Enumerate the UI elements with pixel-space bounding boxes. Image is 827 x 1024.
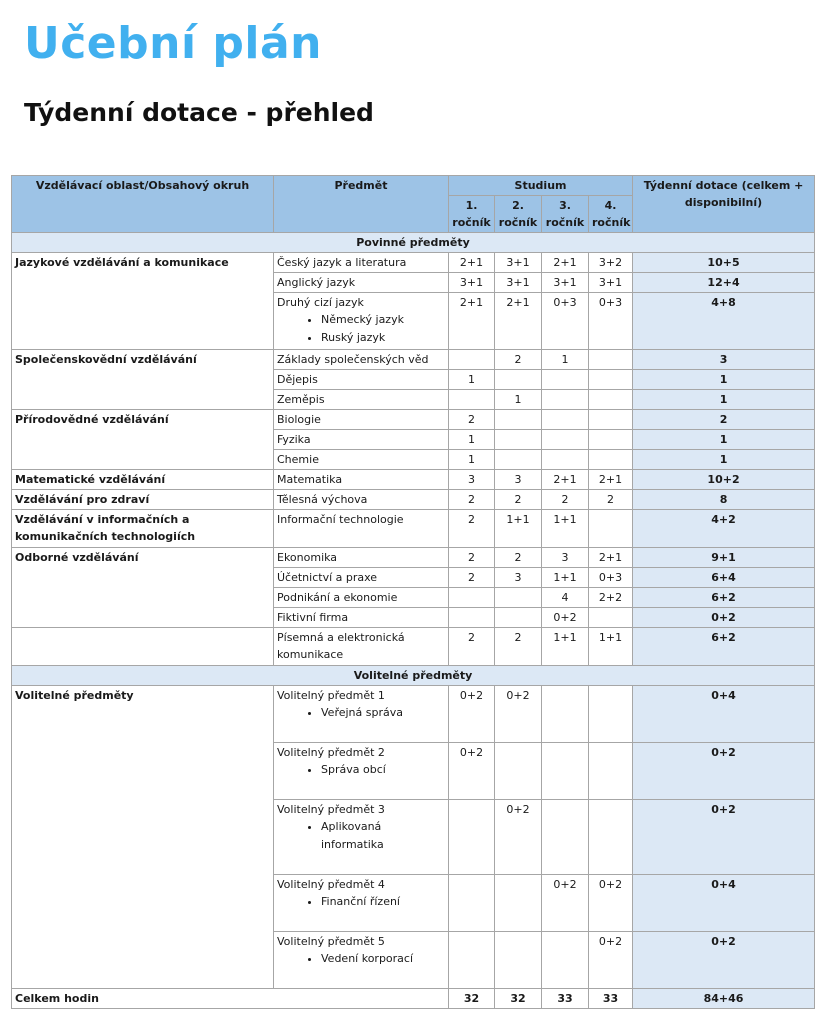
subject-cell: [274, 370, 449, 390]
weekly-total: 6+4: [633, 568, 815, 588]
year-4-hours: 3+2: [589, 253, 633, 273]
year-3-hours: 0+3: [542, 293, 589, 350]
area-prof: Odborné vzdělávání: [12, 548, 274, 628]
table-row: [12, 410, 815, 430]
year-1-hours: 3: [449, 470, 495, 490]
subject-variant: • Ruský jazyk: [321, 329, 445, 347]
header-area: Vzdělávací oblast/Obsahový okruh: [12, 176, 274, 233]
year-1-hours: 2: [449, 490, 495, 510]
year-2-hours: 0+2: [495, 800, 542, 875]
year-2-hours: 3: [495, 470, 542, 490]
weekly-total: 4+8: [633, 293, 815, 350]
year-4-hours: [589, 510, 633, 548]
table-row: [12, 470, 815, 490]
area-science: Přírodovědné vzdělávání: [12, 410, 274, 470]
year-2-total: 32: [495, 989, 542, 1009]
weekly-total: 6+2: [633, 628, 815, 666]
year-3-hours: [542, 450, 589, 470]
subject-variants-list: [277, 950, 445, 968]
subject-cell: [274, 548, 449, 568]
year-3-hours: [542, 370, 589, 390]
year-2-hours: 3+1: [495, 253, 542, 273]
area-math: Matematické vzdělávání: [12, 470, 274, 490]
weekly-total: 4+2: [633, 510, 815, 548]
year-3-hours: 2+1: [542, 470, 589, 490]
year-1-hours: 2: [449, 628, 495, 666]
section-row: [12, 233, 815, 253]
year-1-hours: 1: [449, 450, 495, 470]
weekly-total: 12+4: [633, 273, 815, 293]
year-1-total: 32: [449, 989, 495, 1009]
year-3-hours: [542, 410, 589, 430]
year-4-hours: [589, 350, 633, 370]
year-3-hours: 3+1: [542, 273, 589, 293]
subject-variant: • Německý jazyk: [321, 311, 445, 329]
subject-cell: [274, 470, 449, 490]
section-heading-elective: Volitelné předměty: [12, 666, 815, 686]
year-1-hours: 2+1: [449, 253, 495, 273]
header-total: Týdenní dotace (celkem + disponibilní): [633, 176, 815, 233]
year-4-hours: 3+1: [589, 273, 633, 293]
curriculum-table: [11, 175, 815, 1009]
year-3-hours: [542, 743, 589, 800]
year-1-hours: [449, 608, 495, 628]
area-lang: Jazykové vzdělávání a komunikace: [12, 253, 274, 350]
total-row: [12, 989, 815, 1009]
area-health: Vzdělávání pro zdraví: [12, 490, 274, 510]
total-label: Celkem hodin: [12, 989, 449, 1009]
subject-name: Volitelný předmět 1: [277, 689, 385, 702]
year-2-hours: [495, 875, 542, 932]
year-4-hours: [589, 390, 633, 410]
year-4-hours: [589, 410, 633, 430]
year-2-hours: [495, 588, 542, 608]
subject-cell: [274, 588, 449, 608]
year-1-hours: 3+1: [449, 273, 495, 293]
year-2-hours: 0+2: [495, 686, 542, 743]
year-3-hours: 1+1: [542, 510, 589, 548]
subject-cell: [274, 350, 449, 370]
year-1-hours: 2: [449, 568, 495, 588]
year-2-hours: [495, 410, 542, 430]
weekly-total: 10+2: [633, 470, 815, 490]
subject-name: Základy společenských věd: [277, 353, 429, 366]
year-1-hours: [449, 588, 495, 608]
subject-cell: [274, 608, 449, 628]
subject-name: Dějepis: [277, 373, 318, 386]
year-1-hours: 2: [449, 410, 495, 430]
year-3-hours: 3: [542, 548, 589, 568]
weekly-total: 1: [633, 370, 815, 390]
subject-cell: [274, 273, 449, 293]
year-4-hours: 0+2: [589, 875, 633, 932]
weekly-total: 1: [633, 450, 815, 470]
subject-variant: • Finanční řízení: [321, 893, 445, 911]
weekly-total: 10+5: [633, 253, 815, 273]
year-1-hours: [449, 875, 495, 932]
subject-name: Fyzika: [277, 433, 311, 446]
header-subject: Předmět: [274, 176, 449, 233]
subject-cell: [274, 743, 449, 800]
area-empty: [12, 628, 274, 666]
subject-cell: [274, 568, 449, 588]
year-3-hours: 0+2: [542, 875, 589, 932]
year-1-hours: 2: [449, 510, 495, 548]
year-3-hours: 4: [542, 588, 589, 608]
section-heading-mandatory: Povinné předměty: [12, 233, 815, 253]
year-2-hours: 2+1: [495, 293, 542, 350]
header-study: Studium: [449, 176, 633, 196]
weekly-total: 0+2: [633, 932, 815, 989]
subject-name: Druhý cizí jazyk: [277, 296, 364, 309]
subject-name: Ekonomika: [277, 551, 338, 564]
year-2-hours: [495, 608, 542, 628]
table-row: [12, 253, 815, 273]
subject-name: Volitelný předmět 5: [277, 935, 385, 948]
subject-name: Matematika: [277, 473, 343, 486]
subject-variants-list: [277, 311, 445, 347]
table-row: [12, 490, 815, 510]
year-2-hours: [495, 450, 542, 470]
header-year-1: 1. ročník: [449, 196, 495, 233]
subject-cell: [274, 253, 449, 273]
weekly-total: 0+2: [633, 608, 815, 628]
subject-variants-list: [277, 818, 445, 854]
weekly-total: 8: [633, 490, 815, 510]
year-1-hours: 0+2: [449, 743, 495, 800]
header-year-2: 2. ročník: [495, 196, 542, 233]
weekly-total: 1: [633, 390, 815, 410]
subject-cell: [274, 490, 449, 510]
year-4-hours: [589, 430, 633, 450]
table-row: [12, 628, 815, 666]
subject-cell: [274, 293, 449, 350]
subject-cell: [274, 628, 449, 666]
section-row: [12, 666, 815, 686]
subject-cell: [274, 390, 449, 410]
year-2-hours: 3: [495, 568, 542, 588]
year-4-hours: 2: [589, 490, 633, 510]
subject-variants-list: [277, 704, 445, 722]
subject-name: Informační technologie: [277, 513, 404, 526]
area-ict: Vzdělávání v informačních a komunikačních technologiích: [12, 510, 274, 548]
year-3-hours: 1+1: [542, 628, 589, 666]
subject-variant: • Správa obcí: [321, 761, 445, 779]
year-4-hours: [589, 370, 633, 390]
subject-name: Biologie: [277, 413, 321, 426]
area-social: Společenskovědní vzdělávání: [12, 350, 274, 410]
grand-total: 84+46: [633, 989, 815, 1009]
year-2-hours: 2: [495, 628, 542, 666]
year-4-hours: [589, 743, 633, 800]
weekly-total: 0+4: [633, 686, 815, 743]
year-1-hours: [449, 390, 495, 410]
subject-name: Anglický jazyk: [277, 276, 356, 289]
subject-cell: [274, 800, 449, 875]
year-1-hours: 2+1: [449, 293, 495, 350]
year-1-hours: 2: [449, 548, 495, 568]
subject-cell: [274, 510, 449, 548]
year-2-hours: 3+1: [495, 273, 542, 293]
subject-name: Český jazyk a literatura: [277, 256, 407, 269]
weekly-total: 3: [633, 350, 815, 370]
subject-name: Chemie: [277, 453, 319, 466]
subject-variant: • Aplikovaná informatika: [321, 818, 445, 854]
year-4-hours: [589, 686, 633, 743]
subject-name: Účetnictví a praxe: [277, 571, 378, 584]
year-3-hours: 2: [542, 490, 589, 510]
weekly-total: 0+2: [633, 743, 815, 800]
subject-variants-list: [277, 761, 445, 779]
year-3-hours: 1: [542, 350, 589, 370]
table-row: [12, 548, 815, 568]
weekly-total: 6+2: [633, 588, 815, 608]
weekly-total: 0+2: [633, 800, 815, 875]
subject-name: Podnikání a ekonomie: [277, 591, 398, 604]
subject-name: Volitelný předmět 4: [277, 878, 385, 891]
year-3-hours: [542, 932, 589, 989]
table-row: [12, 686, 815, 743]
year-4-hours: 0+3: [589, 568, 633, 588]
year-1-hours: 1: [449, 430, 495, 450]
year-2-hours: [495, 430, 542, 450]
year-1-hours: 0+2: [449, 686, 495, 743]
year-3-hours: 1+1: [542, 568, 589, 588]
subject-variant: • Vedení korporací: [321, 950, 445, 968]
subject-cell: [274, 430, 449, 450]
year-3-total: 33: [542, 989, 589, 1009]
year-2-hours: 2: [495, 548, 542, 568]
subject-cell: [274, 686, 449, 743]
table-row: [12, 350, 815, 370]
header-year-3: 3. ročník: [542, 196, 589, 233]
page-subtitle: Týdenní dotace - přehled: [24, 98, 374, 127]
year-3-hours: [542, 686, 589, 743]
weekly-total: 9+1: [633, 548, 815, 568]
subject-name: Volitelný předmět 3: [277, 803, 385, 816]
year-3-hours: 2+1: [542, 253, 589, 273]
subject-name: Zeměpis: [277, 393, 325, 406]
weekly-total: 2: [633, 410, 815, 430]
year-4-hours: 1+1: [589, 628, 633, 666]
year-4-hours: 0+3: [589, 293, 633, 350]
year-2-hours: 2: [495, 350, 542, 370]
subject-cell: [274, 410, 449, 430]
year-4-total: 33: [589, 989, 633, 1009]
area-elective: Volitelné předměty: [12, 686, 274, 989]
year-1-hours: [449, 932, 495, 989]
subject-variants-list: [277, 893, 445, 911]
year-2-hours: 1+1: [495, 510, 542, 548]
year-4-hours: 2+2: [589, 588, 633, 608]
subject-name: Písemná a elektronická komunikace: [277, 631, 405, 661]
year-4-hours: 2+1: [589, 548, 633, 568]
subject-name: Volitelný předmět 2: [277, 746, 385, 759]
year-2-hours: 2: [495, 490, 542, 510]
subject-cell: [274, 875, 449, 932]
year-2-hours: [495, 370, 542, 390]
year-4-hours: [589, 450, 633, 470]
year-2-hours: 1: [495, 390, 542, 410]
subject-name: Fiktivní firma: [277, 611, 349, 624]
year-4-hours: [589, 800, 633, 875]
year-2-hours: [495, 743, 542, 800]
year-3-hours: [542, 800, 589, 875]
year-2-hours: [495, 932, 542, 989]
year-4-hours: 0+2: [589, 932, 633, 989]
year-4-hours: [589, 608, 633, 628]
year-3-hours: [542, 390, 589, 410]
table-row: [12, 510, 815, 548]
subject-cell: [274, 932, 449, 989]
subject-variant: • Veřejná správa: [321, 704, 445, 722]
subject-name: Tělesná výchova: [277, 493, 368, 506]
year-3-hours: 0+2: [542, 608, 589, 628]
year-3-hours: [542, 430, 589, 450]
subject-cell: [274, 450, 449, 470]
header-year-4: 4. ročník: [589, 196, 633, 233]
page-title: Učební plán: [24, 18, 322, 69]
weekly-total: 0+4: [633, 875, 815, 932]
weekly-total: 1: [633, 430, 815, 450]
year-1-hours: 1: [449, 370, 495, 390]
year-1-hours: [449, 800, 495, 875]
year-4-hours: 2+1: [589, 470, 633, 490]
year-1-hours: [449, 350, 495, 370]
